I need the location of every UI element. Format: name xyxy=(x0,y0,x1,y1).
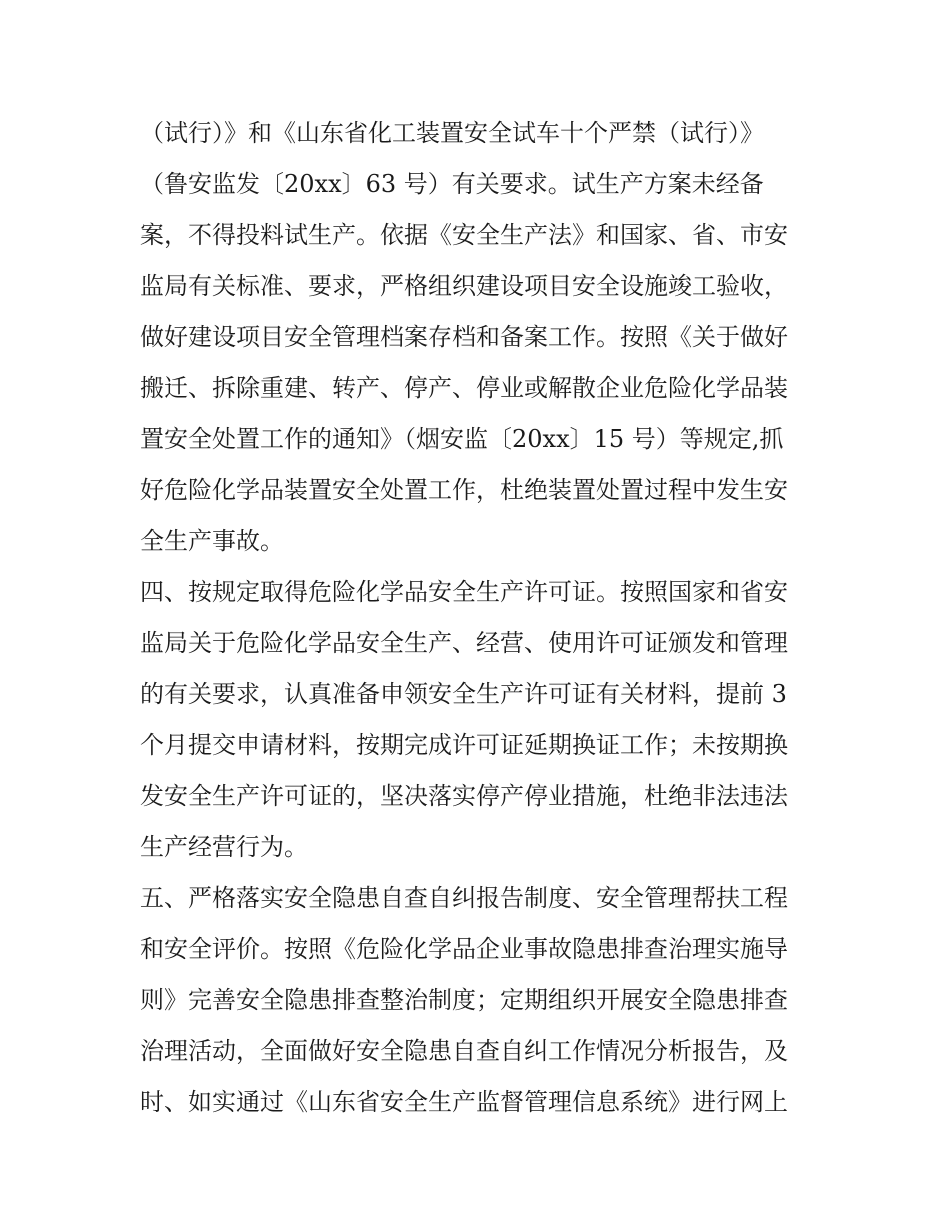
document-body xyxy=(140,108,820,1128)
section-four-heading-line: 四、按规定取得危险化学品安全生产许可证。按照国家和省安 xyxy=(140,578,788,606)
text-line: 生产经营行为。 xyxy=(140,833,308,861)
text-line: 的有关要求，认真准备申领安全生产许可证有关材料，提前 3 xyxy=(140,680,787,708)
section-five-heading-line: 五、严格落实安全隐患自查自纠报告制度、安全管理帮扶工程 xyxy=(140,884,788,912)
text-line: 监局有关标准、要求，严格组织建设项目安全设施竣工验收， xyxy=(140,272,788,300)
text-line: 治理活动，全面做好安全隐患自查自纠工作情况分析报告，及 xyxy=(140,1037,788,1065)
text-line: 搬迁、拆除重建、转产、停产、停业或解散企业危险化学品装 xyxy=(140,374,788,402)
text-line: 时、如实通过《山东省安全生产监督管理信息系统》进行网上 xyxy=(140,1088,788,1116)
text-line: 监局关于危险化学品安全生产、经营、使用许可证颁发和管理 xyxy=(140,629,788,657)
text-line: 全生产事故。 xyxy=(140,527,284,555)
text-line: 好危险化学品装置安全处置工作，杜绝装置处置过程中发生安 xyxy=(140,476,788,504)
text-line: 做好建设项目安全管理档案存档和备案工作。按照《关于做好 xyxy=(140,323,788,351)
text-line: 置安全处置工作的通知》（烟安监〔20xx〕15 号）等规定,抓 xyxy=(140,425,784,453)
text-line: 案，不得投料试生产。依据《安全生产法》和国家、省、市安 xyxy=(140,221,788,249)
text-line: 个月提交申请材料，按期完成许可证延期换证工作；未按期换 xyxy=(140,731,788,759)
text-line: 和安全评价。按照《危险化学品企业事故隐患排查治理实施导 xyxy=(140,935,788,963)
text-line: 则》完善安全隐患排查整治制度；定期组织开展安全隐患排查 xyxy=(140,986,788,1014)
text-line: 发安全生产许可证的，坚决落实停产停业措施，杜绝非法违法 xyxy=(140,782,788,810)
text-line: （鲁安监发〔20xx〕63 号）有关要求。试生产方案未经备 xyxy=(140,170,764,198)
text-line: （试行）》和《山东省化工装置安全试车十个严禁（试行）》 xyxy=(140,119,764,147)
